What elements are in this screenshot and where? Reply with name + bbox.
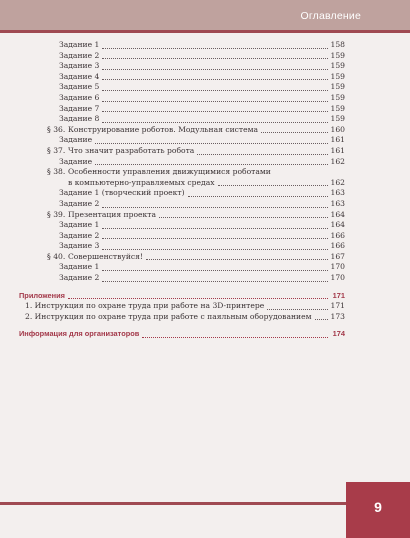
leader-dots (102, 89, 327, 91)
entry-page: 159 (330, 103, 345, 113)
leader-dots (102, 280, 327, 282)
entry-label: Задание 8 (59, 114, 100, 124)
entry-label: Задание 2 (59, 230, 100, 240)
toc-entry[interactable] (19, 104, 345, 115)
entry-label: Задание 2 (59, 198, 100, 208)
toc-appendix-item[interactable] (19, 312, 345, 323)
toc-entry[interactable] (19, 135, 345, 146)
toc-appendix-item[interactable] (19, 301, 345, 312)
toc-entry[interactable] (19, 61, 345, 72)
leader-dots (95, 163, 327, 165)
leader-dots (315, 318, 328, 320)
toc-entry[interactable] (19, 220, 345, 231)
entry-page: 158 (330, 40, 345, 49)
leader-dots (102, 227, 327, 229)
leader-dots (102, 121, 327, 123)
entry-page: 159 (330, 92, 345, 102)
entry-label: Задание 3 (59, 241, 100, 251)
entry-label: Задание 6 (59, 92, 100, 102)
entry-page: 159 (330, 71, 345, 81)
toc-entry[interactable] (19, 51, 345, 62)
entry-label: Задание 1 (59, 220, 100, 230)
entry-page: 163 (330, 188, 345, 198)
toc-entry[interactable] (19, 262, 345, 273)
header-rule (0, 30, 410, 33)
entry-page: 170 (330, 273, 345, 283)
page-number-box (346, 482, 410, 538)
leader-dots (102, 68, 327, 70)
toc-entry[interactable] (19, 114, 345, 125)
section-number: § 36. (47, 124, 66, 134)
entry-page: 166 (330, 241, 345, 251)
entry-page: 174 (332, 329, 345, 339)
entry-page: 159 (330, 82, 345, 92)
section-title: Особенности управления движущимися роботами (68, 167, 271, 177)
section-title: Презентация проекта (68, 209, 157, 219)
footer-rule (0, 502, 346, 505)
entry-label: Задание 1 (59, 40, 100, 49)
section-number: § 38. (47, 167, 66, 177)
entry-page: 164 (330, 220, 345, 230)
entry-page: 171 (332, 290, 345, 300)
appendix-label: Приложения (19, 290, 65, 300)
toc-appendix-heading[interactable] (19, 291, 345, 302)
toc-section-continuation[interactable] (19, 178, 345, 189)
entry-label: Задание 5 (59, 82, 100, 92)
entry-page: 159 (330, 50, 345, 60)
toc-entry[interactable] (19, 199, 345, 210)
leader-dots (95, 142, 327, 144)
toc-entry[interactable] (19, 82, 345, 93)
entry-page: 160 (330, 124, 345, 134)
section-title: Что значит разработать робота (68, 145, 195, 155)
toc-entry[interactable] (19, 273, 345, 284)
entry-page: 159 (330, 114, 345, 124)
leader-dots (102, 237, 327, 239)
entry-label: Задание (59, 135, 93, 145)
leader-dots (218, 184, 328, 186)
entry-label: Задание 1 (творческий проект) (59, 188, 185, 198)
section-title-continuation: в компьютерно-управляемых средах (68, 177, 215, 187)
header-title: Оглавление (300, 10, 361, 22)
section-number: § 40. (47, 251, 66, 261)
leader-dots (146, 258, 328, 260)
toc-section[interactable] (19, 167, 345, 178)
leader-dots (188, 195, 328, 197)
section-title: Совершенствуйся! (68, 251, 143, 261)
entry-page: 164 (330, 209, 345, 219)
entry-page: 162 (330, 156, 345, 166)
entry-label: 2. Инструкция по охране труда при работе с паяльным оборудованием (25, 311, 312, 321)
entry-page: 167 (330, 251, 345, 261)
toc-entry[interactable] (19, 188, 345, 199)
leader-dots (102, 100, 327, 102)
entry-label: Задание 4 (59, 71, 100, 81)
leader-dots (102, 269, 327, 271)
leader-dots (68, 297, 328, 299)
entry-label: Задание 2 (59, 50, 100, 60)
toc-entry[interactable] (19, 231, 345, 242)
toc-organizers-heading[interactable] (19, 329, 345, 340)
entry-page: 163 (330, 198, 345, 208)
entry-page: 173 (330, 311, 345, 321)
entry-page: 161 (330, 135, 345, 145)
leader-dots (142, 336, 328, 338)
entry-page: 166 (330, 230, 345, 240)
toc-section[interactable] (19, 252, 345, 263)
entry-page: 162 (330, 177, 345, 187)
section-number: § 39. (47, 209, 66, 219)
toc-section[interactable] (19, 210, 345, 221)
entry-label: Задание 7 (59, 103, 100, 113)
toc-section[interactable] (19, 146, 345, 157)
leader-dots (102, 248, 327, 250)
entry-page: 161 (330, 145, 345, 155)
leader-dots (267, 308, 327, 310)
leader-dots (102, 57, 327, 59)
leader-dots (197, 153, 327, 155)
entry-label: Задание 1 (59, 262, 100, 272)
toc-section[interactable] (19, 125, 345, 136)
organizers-label: Информация для организаторов (19, 329, 140, 339)
entry-page: 159 (330, 61, 345, 71)
leader-dots (102, 78, 327, 80)
page-header (0, 0, 410, 30)
toc-entry[interactable] (19, 93, 345, 104)
leader-dots (102, 110, 327, 112)
entry-label: Задание 2 (59, 273, 100, 283)
section-title: Конструирование роботов. Модульная система (68, 124, 259, 134)
leader-dots (102, 47, 327, 49)
section-number: § 37. (47, 145, 66, 155)
entry-label: 1. Инструкция по охране труда при работе на 3D-принтере (25, 301, 265, 311)
toc-entry[interactable] (19, 157, 345, 168)
toc-entry[interactable] (19, 72, 345, 83)
entry-page: 171 (330, 301, 345, 311)
table-of-contents (19, 40, 345, 340)
leader-dots (261, 131, 327, 133)
leader-dots (159, 216, 327, 218)
entry-label: Задание (59, 156, 93, 166)
toc-entry[interactable] (19, 40, 345, 51)
leader-dots (102, 206, 327, 208)
toc-entry[interactable] (19, 241, 345, 252)
page-number: 9 (374, 499, 382, 515)
entry-label: Задание 3 (59, 61, 100, 71)
entry-page: 170 (330, 262, 345, 272)
